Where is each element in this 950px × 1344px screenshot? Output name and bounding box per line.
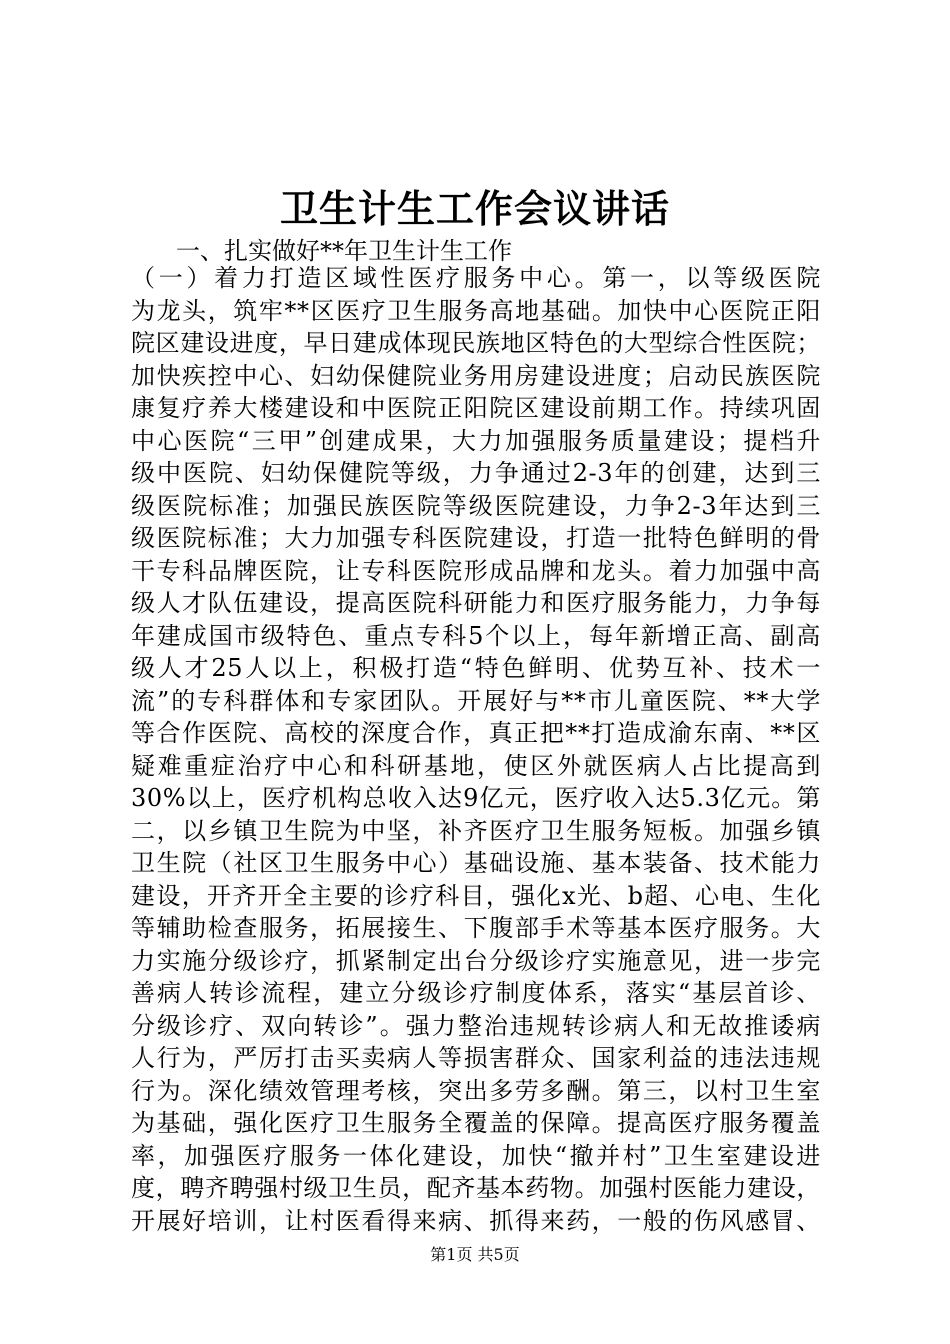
body-line: （一）着力打造区域性医疗服务中心。第一，以等级医院 [131,264,821,292]
section-heading: 一、扎实做好**年卫生计生工作 [176,237,512,265]
body-line: 建设，开齐开全主要的诊疗科目，强化x光、b超、心电、生化 [131,881,821,910]
body-line: 级人才队伍建设，提高医院科研能力和医疗服务能力，力争每 [131,589,821,617]
body-line: 等辅助检查服务，拓展接生、下腹部手术等基本医疗服务。大 [131,914,821,942]
body-line: 流”的专科群体和专家团队。开展好与**市儿童医院、**大学 [131,686,821,715]
body-line: 善病人转诊流程，建立分级诊疗制度体系，落实“基层首诊、 [131,979,821,1007]
body-line: 院区建设进度，早日建成体现民族地区特色的大型综合性医院； [131,329,821,357]
body-line: 率，加强医疗服务一体化建设，加快“撤并村”卫生室建设进 [131,1141,821,1170]
body-line: 中心医院“三甲”创建成果，大力加强服务质量建设；提档升 [131,426,821,455]
body-line: 康复疗养大楼建设和中医院正阳院区建设前期工作。持续巩固 [131,394,821,422]
body-line: 级中医院、妇幼保健院等级，力争通过2-3年的创建，达到三 [131,459,821,487]
body-line: 疑难重症治疗中心和科研基地，使区外就医病人占比提高到 [131,751,821,780]
body-line: 加快疾控中心、妇幼保健院业务用房建设进度；启动民族医院 [131,361,821,390]
body-line: 度，聘齐聘强村级卫生员，配齐基本药物。加强村医能力建设， [131,1174,821,1202]
body-line: 级人才25人以上，积极打造“特色鲜明、优势互补、技术一 [131,654,821,682]
body-line: 二，以乡镇卫生院为中坚，补齐医疗卫生服务短板。加强乡镇 [131,816,821,845]
body-line: 为龙头，筑牢**区医疗卫生服务高地基础。加快中心医院正阳 [131,296,821,325]
body-text [131,262,821,1237]
document-title: 卫生计生工作会议讲话 [279,186,670,231]
body-line: 年建成国市级特色、重点专科5个以上，每年新增正高、副高 [131,621,821,650]
body-line: 级医院标准；大力加强专科医院建设，打造一批特色鲜明的骨 [131,524,821,552]
body-line: 干专科品牌医院，让专科医院形成品牌和龙头。着力加强中高 [131,556,821,585]
body-line: 级医院标准；加强民族医院等级医院建设，力争2-3年达到三 [131,491,821,520]
body-line: 人行为，严厉打击买卖病人等损害群众、国家利益的违法违规 [131,1044,821,1072]
body-line: 为基础，强化医疗卫生服务全覆盖的保障。提高医疗服务覆盖 [131,1109,821,1137]
body-line: 等合作医院、高校的深度合作，真正把**打造成渝东南、**区 [131,719,821,747]
page-number: 第1页 共5页 [430,1245,520,1264]
body-line: 开展好培训，让村医看得来病、抓得来药，一般的伤风感冒、 [131,1206,821,1235]
body-line: 分级诊疗、双向转诊”。强力整治违规转诊病人和无故推诿病 [131,1011,821,1040]
body-line: 30%以上，医疗机构总收入达9亿元，医疗收入达5.3亿元。第 [131,784,821,812]
body-line: 卫生院（社区卫生服务中心）基础设施、基本装备、技术能力 [131,849,821,877]
body-line: 力实施分级诊疗，抓紧制定出台分级诊疗实施意见，进一步完 [131,946,821,975]
body-line: 行为。深化绩效管理考核，突出多劳多酬。第三，以村卫生室 [131,1076,821,1105]
